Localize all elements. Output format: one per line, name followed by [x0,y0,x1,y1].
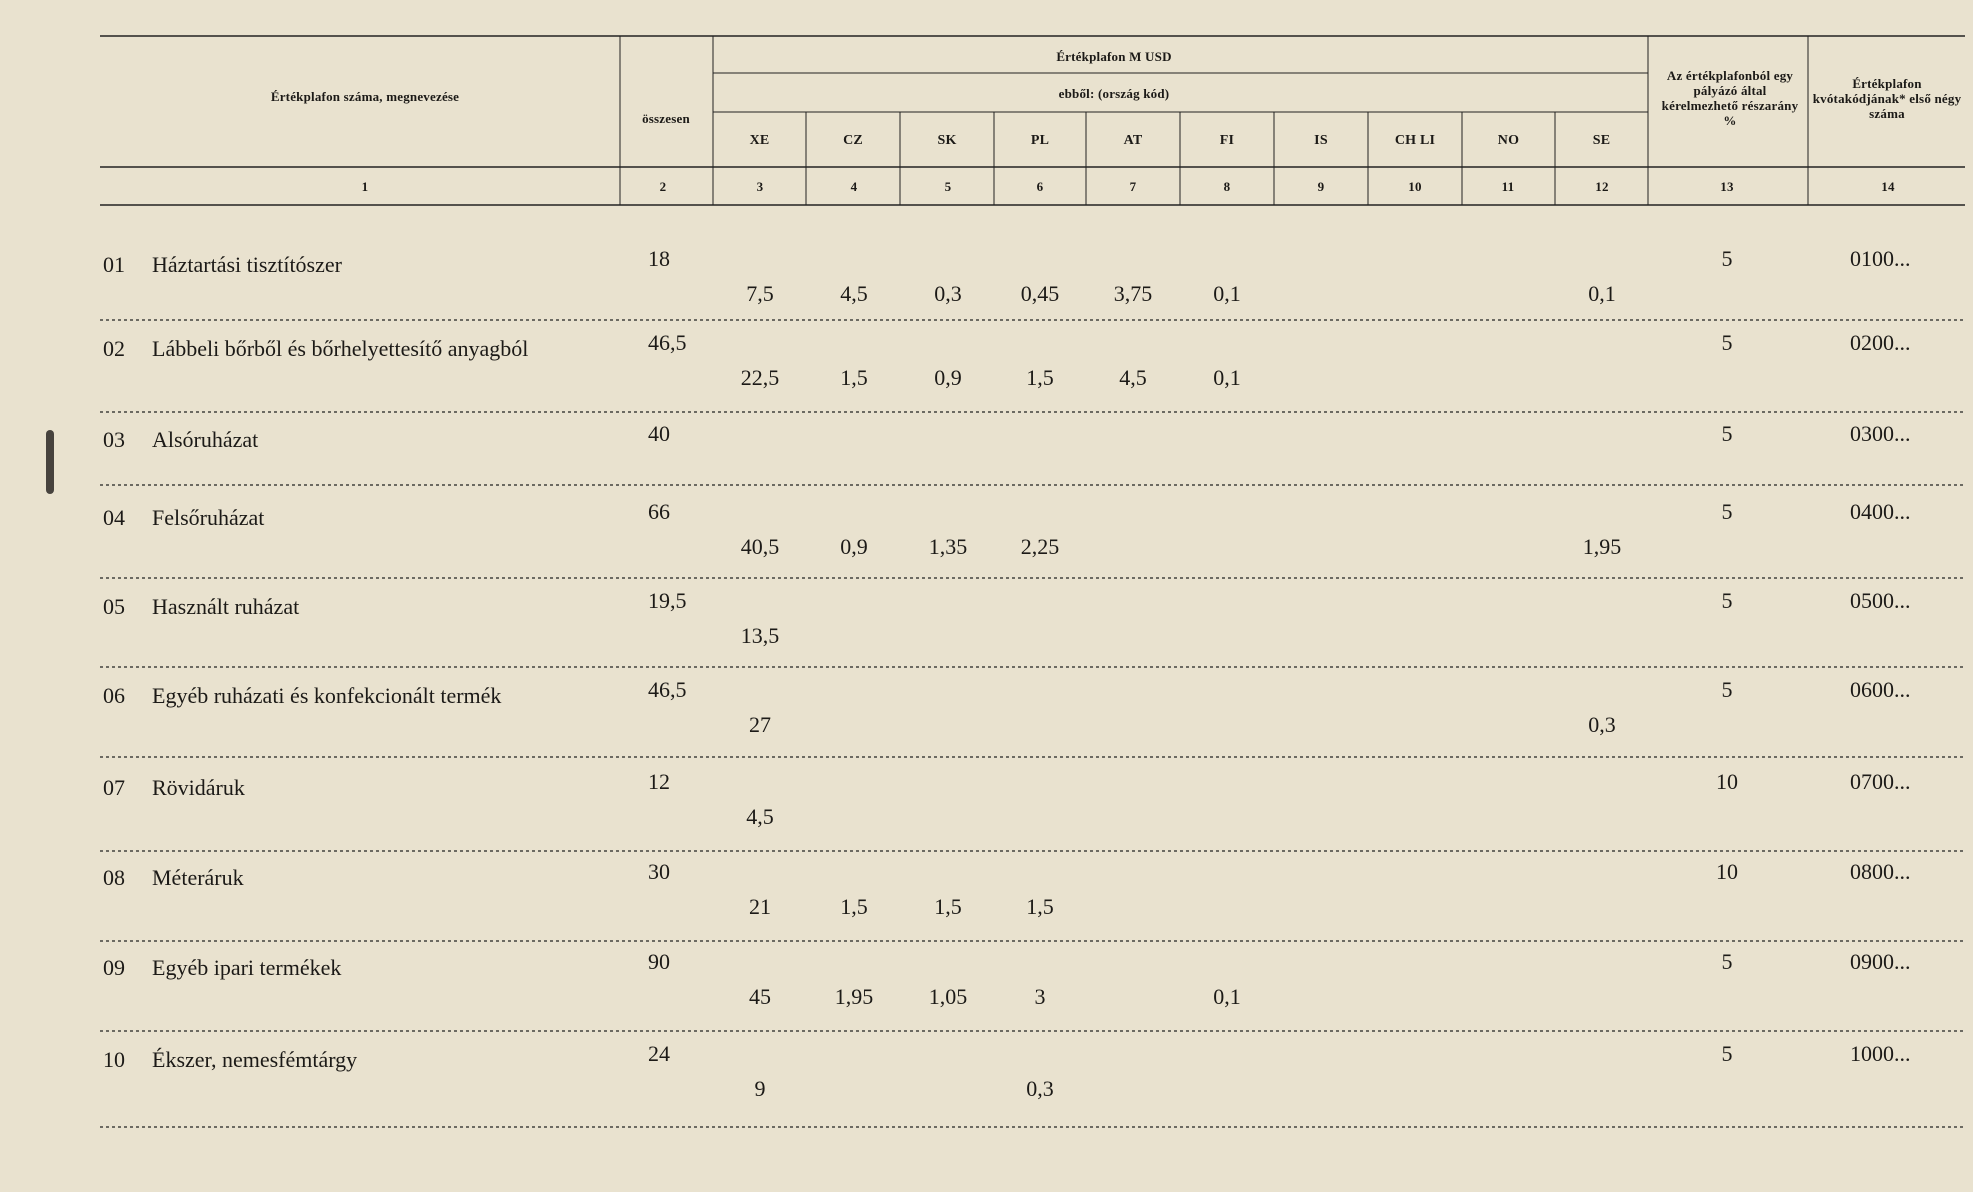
row-value-pl: 3 [1034,984,1046,1009]
row-number: 03 [103,427,125,452]
column-number: 8 [1223,178,1231,194]
row-value-fi: 0,1 [1213,365,1241,390]
header-country-is: IS [1314,132,1328,148]
row-name: Egyéb ruházati és konfekcionált termék [152,683,502,708]
column-number: 14 [1881,178,1895,194]
row-share: 5 [1721,949,1733,974]
column-number: 11 [1501,178,1515,194]
row-name: Alsóruházat [152,427,259,452]
header-country-pl: PL [1030,132,1050,148]
column-number: 3 [756,178,764,194]
row-number: 09 [103,955,125,980]
row-number: 10 [103,1047,125,1072]
row-name: Egyéb ipari termékek [152,955,342,980]
row-value-xe: 9 [754,1076,766,1101]
header-country-fi: FI [1219,132,1235,148]
row-value-fi: 0,1 [1213,281,1241,306]
header-country-no: NO [1497,132,1520,148]
row-code: 0800... [1850,859,1911,884]
column-number: 1 [361,178,369,194]
row-value-cz: 4,5 [840,281,868,306]
row-value-sk: 1,35 [928,534,968,559]
row-value-pl: 1,5 [1026,894,1054,919]
row-value-cz: 1,5 [840,365,868,390]
row-value-xe: 22,5 [740,365,780,390]
row-code: 0700... [1850,769,1911,794]
header-country-at: AT [1123,132,1143,148]
row-code: 1000... [1850,1041,1911,1066]
row-number: 07 [103,775,125,800]
row-value-cz: 0,9 [840,534,868,559]
row-total: 12 [648,769,670,794]
row-number: 06 [103,683,125,708]
column-number: 13 [1720,178,1734,194]
column-number: 12 [1595,178,1609,194]
header-group-title: Értékplafon M USD [1056,48,1172,64]
row-share: 5 [1721,1041,1733,1066]
row-total: 66 [648,499,670,524]
row-value-xe: 4,5 [746,804,774,829]
row-value-pl: 0,45 [1020,281,1060,306]
column-number: 2 [659,178,667,194]
row-number: 08 [103,865,125,890]
header-country-ch-li: CH LI [1394,132,1436,148]
row-value-xe: 45 [749,984,771,1009]
row-value-xe: 13,5 [740,623,780,648]
row-code: 0900... [1850,949,1911,974]
row-share: 5 [1721,677,1733,702]
row-value-pl: 1,5 [1026,365,1054,390]
row-share: 5 [1721,246,1733,271]
row-name: Rövidáruk [152,775,245,800]
row-number: 04 [103,505,125,530]
header-country-sk: SK [937,132,957,148]
row-share: 5 [1721,330,1733,355]
row-value-at: 4,5 [1119,365,1147,390]
header-name-column: Értékplafon száma, megnevezése [270,88,460,104]
row-value-pl: 2,25 [1020,534,1060,559]
row-code: 0200... [1850,330,1911,355]
column-number: 7 [1129,178,1137,194]
row-total: 24 [648,1041,670,1066]
row-number: 05 [103,594,125,619]
header-country-cz: CZ [843,132,863,148]
row-value-sk: 1,5 [934,894,962,919]
row-value-xe: 7,5 [746,281,774,306]
scan-ink-blot [46,430,54,494]
row-name: Ékszer, nemesfémtárgy [152,1047,358,1072]
row-value-se: 0,3 [1588,712,1616,737]
row-value-pl: 0,3 [1026,1076,1054,1101]
row-value-se: 1,95 [1582,534,1622,559]
row-code: 0400... [1850,499,1911,524]
header-share-column: Az értékplafonból egy pályázó által kérelmezhető részarány % [1661,68,1799,128]
row-total: 46,5 [648,330,687,355]
row-name: Háztartási tisztítószer [152,252,342,277]
row-total: 18 [648,246,670,271]
row-code: 0100... [1850,246,1911,271]
row-value-sk: 0,3 [934,281,962,306]
row-name: Felsőruházat [152,505,265,530]
row-name: Lábbeli bőrből és bőrhelyettesítő anyagból [152,336,529,361]
row-total: 40 [648,421,670,446]
row-total: 19,5 [648,588,687,613]
row-value-cz: 1,95 [834,984,874,1009]
row-value-cz: 1,5 [840,894,868,919]
row-value-xe: 40,5 [740,534,780,559]
row-code: 0600... [1850,677,1911,702]
row-value-fi: 0,1 [1213,984,1241,1009]
row-share: 5 [1721,421,1733,446]
row-share: 10 [1716,769,1738,794]
row-name: Használt ruházat [152,594,300,619]
row-number: 02 [103,336,125,361]
row-total: 46,5 [648,677,687,702]
row-total: 30 [648,859,670,884]
column-number: 10 [1408,178,1422,194]
row-share: 5 [1721,588,1733,613]
header-total-column: összesen [642,110,690,126]
row-value-sk: 1,05 [928,984,968,1009]
row-value-xe: 21 [749,894,771,919]
header-code-column: Értékplafon kvótakódjának* első négy száma [1812,75,1962,121]
row-code: 0300... [1850,421,1911,446]
column-number: 4 [850,178,858,194]
row-value-se: 0,1 [1588,281,1616,306]
row-value-at: 3,75 [1113,281,1153,306]
row-name: Méteráruk [152,865,244,890]
row-code: 0500... [1850,588,1911,613]
column-number: 6 [1036,178,1044,194]
header-country-xe: XE [749,132,770,148]
header-sub-title: ebből: (ország kód) [1058,85,1170,101]
row-number: 01 [103,252,125,277]
row-share: 10 [1716,859,1738,884]
header-country-se: SE [1592,132,1611,148]
row-share: 5 [1721,499,1733,524]
row-total: 90 [648,949,670,974]
column-number: 9 [1317,178,1325,194]
row-value-sk: 0,9 [934,365,962,390]
column-number: 5 [944,178,952,194]
row-value-xe: 27 [749,712,771,737]
